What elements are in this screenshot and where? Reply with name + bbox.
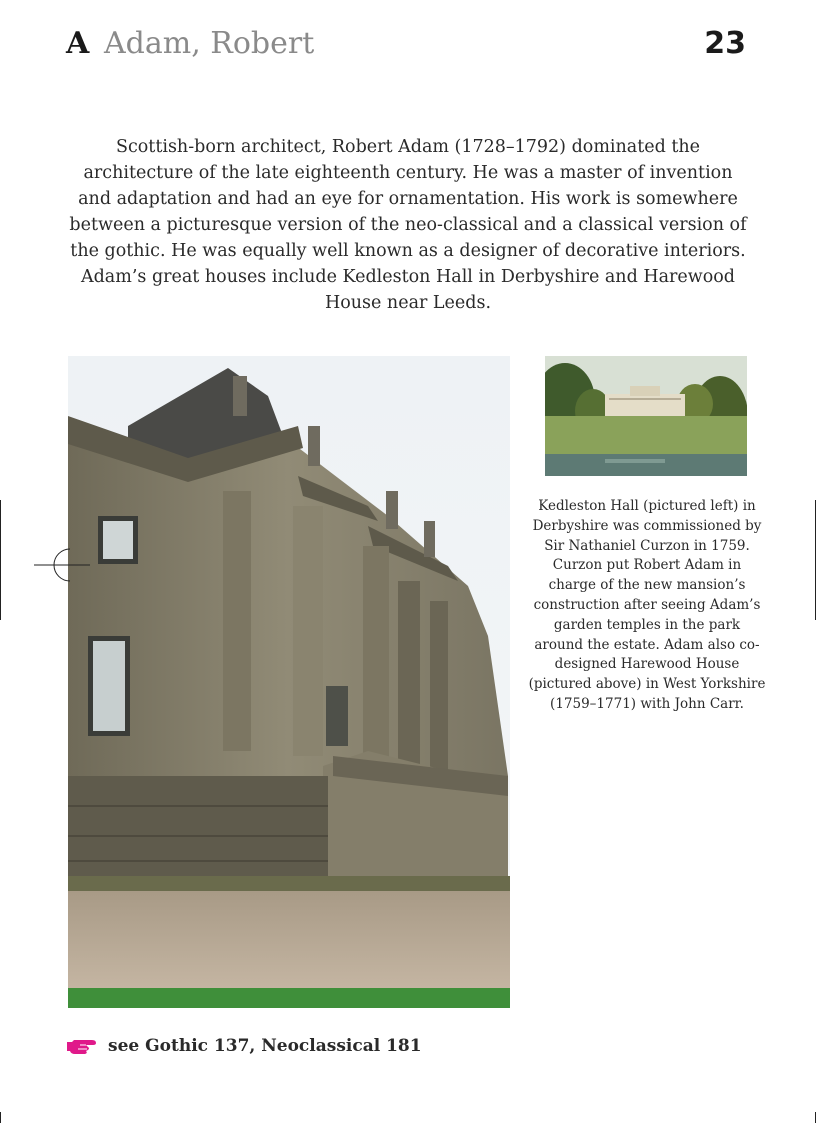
page-number: 23 bbox=[704, 26, 746, 61]
section-letter: A bbox=[66, 26, 90, 61]
harewood-house-painting bbox=[545, 356, 747, 476]
pointing-hand-icon bbox=[66, 1036, 98, 1056]
intro-paragraph: Scottish-born architect, Robert Adam (1728–1792) dominated the architecture of the late eighteenth century. He was a master of invention and adaptation and had an eye for ornamentation. His work is somewhere between a picturesque version of the neo-classical and a classical version of the gothic. He was equally well known as a designer of decorative interiors. Adam’s great houses include Kedleston Hall in Derbyshire and Harewood House near Leeds. bbox=[69, 137, 747, 313]
photo-caption: Kedleston Hall (pictured left) in Derbyshire was commissioned by Sir Nathaniel Curzon in 1759. Curzon put Robert Adam in charge of the new mansion’s construction after seeing Adam’s garden temples in the park around the estate. Adam also co-designed Harewood House (pictured above) in West Yorkshire (1759–1771) with John Carr. bbox=[528, 498, 766, 712]
crop-line-left bbox=[0, 500, 1, 620]
crop-mark-bottom-left bbox=[0, 1112, 1, 1123]
kedleston-hall-photo bbox=[68, 356, 510, 1008]
registration-mark bbox=[30, 545, 94, 585]
see-also-text: see Gothic 137, Neoclassical 181 bbox=[108, 1036, 422, 1056]
entry-title: Adam, Robert bbox=[104, 26, 315, 61]
see-also-reference bbox=[66, 1036, 422, 1056]
